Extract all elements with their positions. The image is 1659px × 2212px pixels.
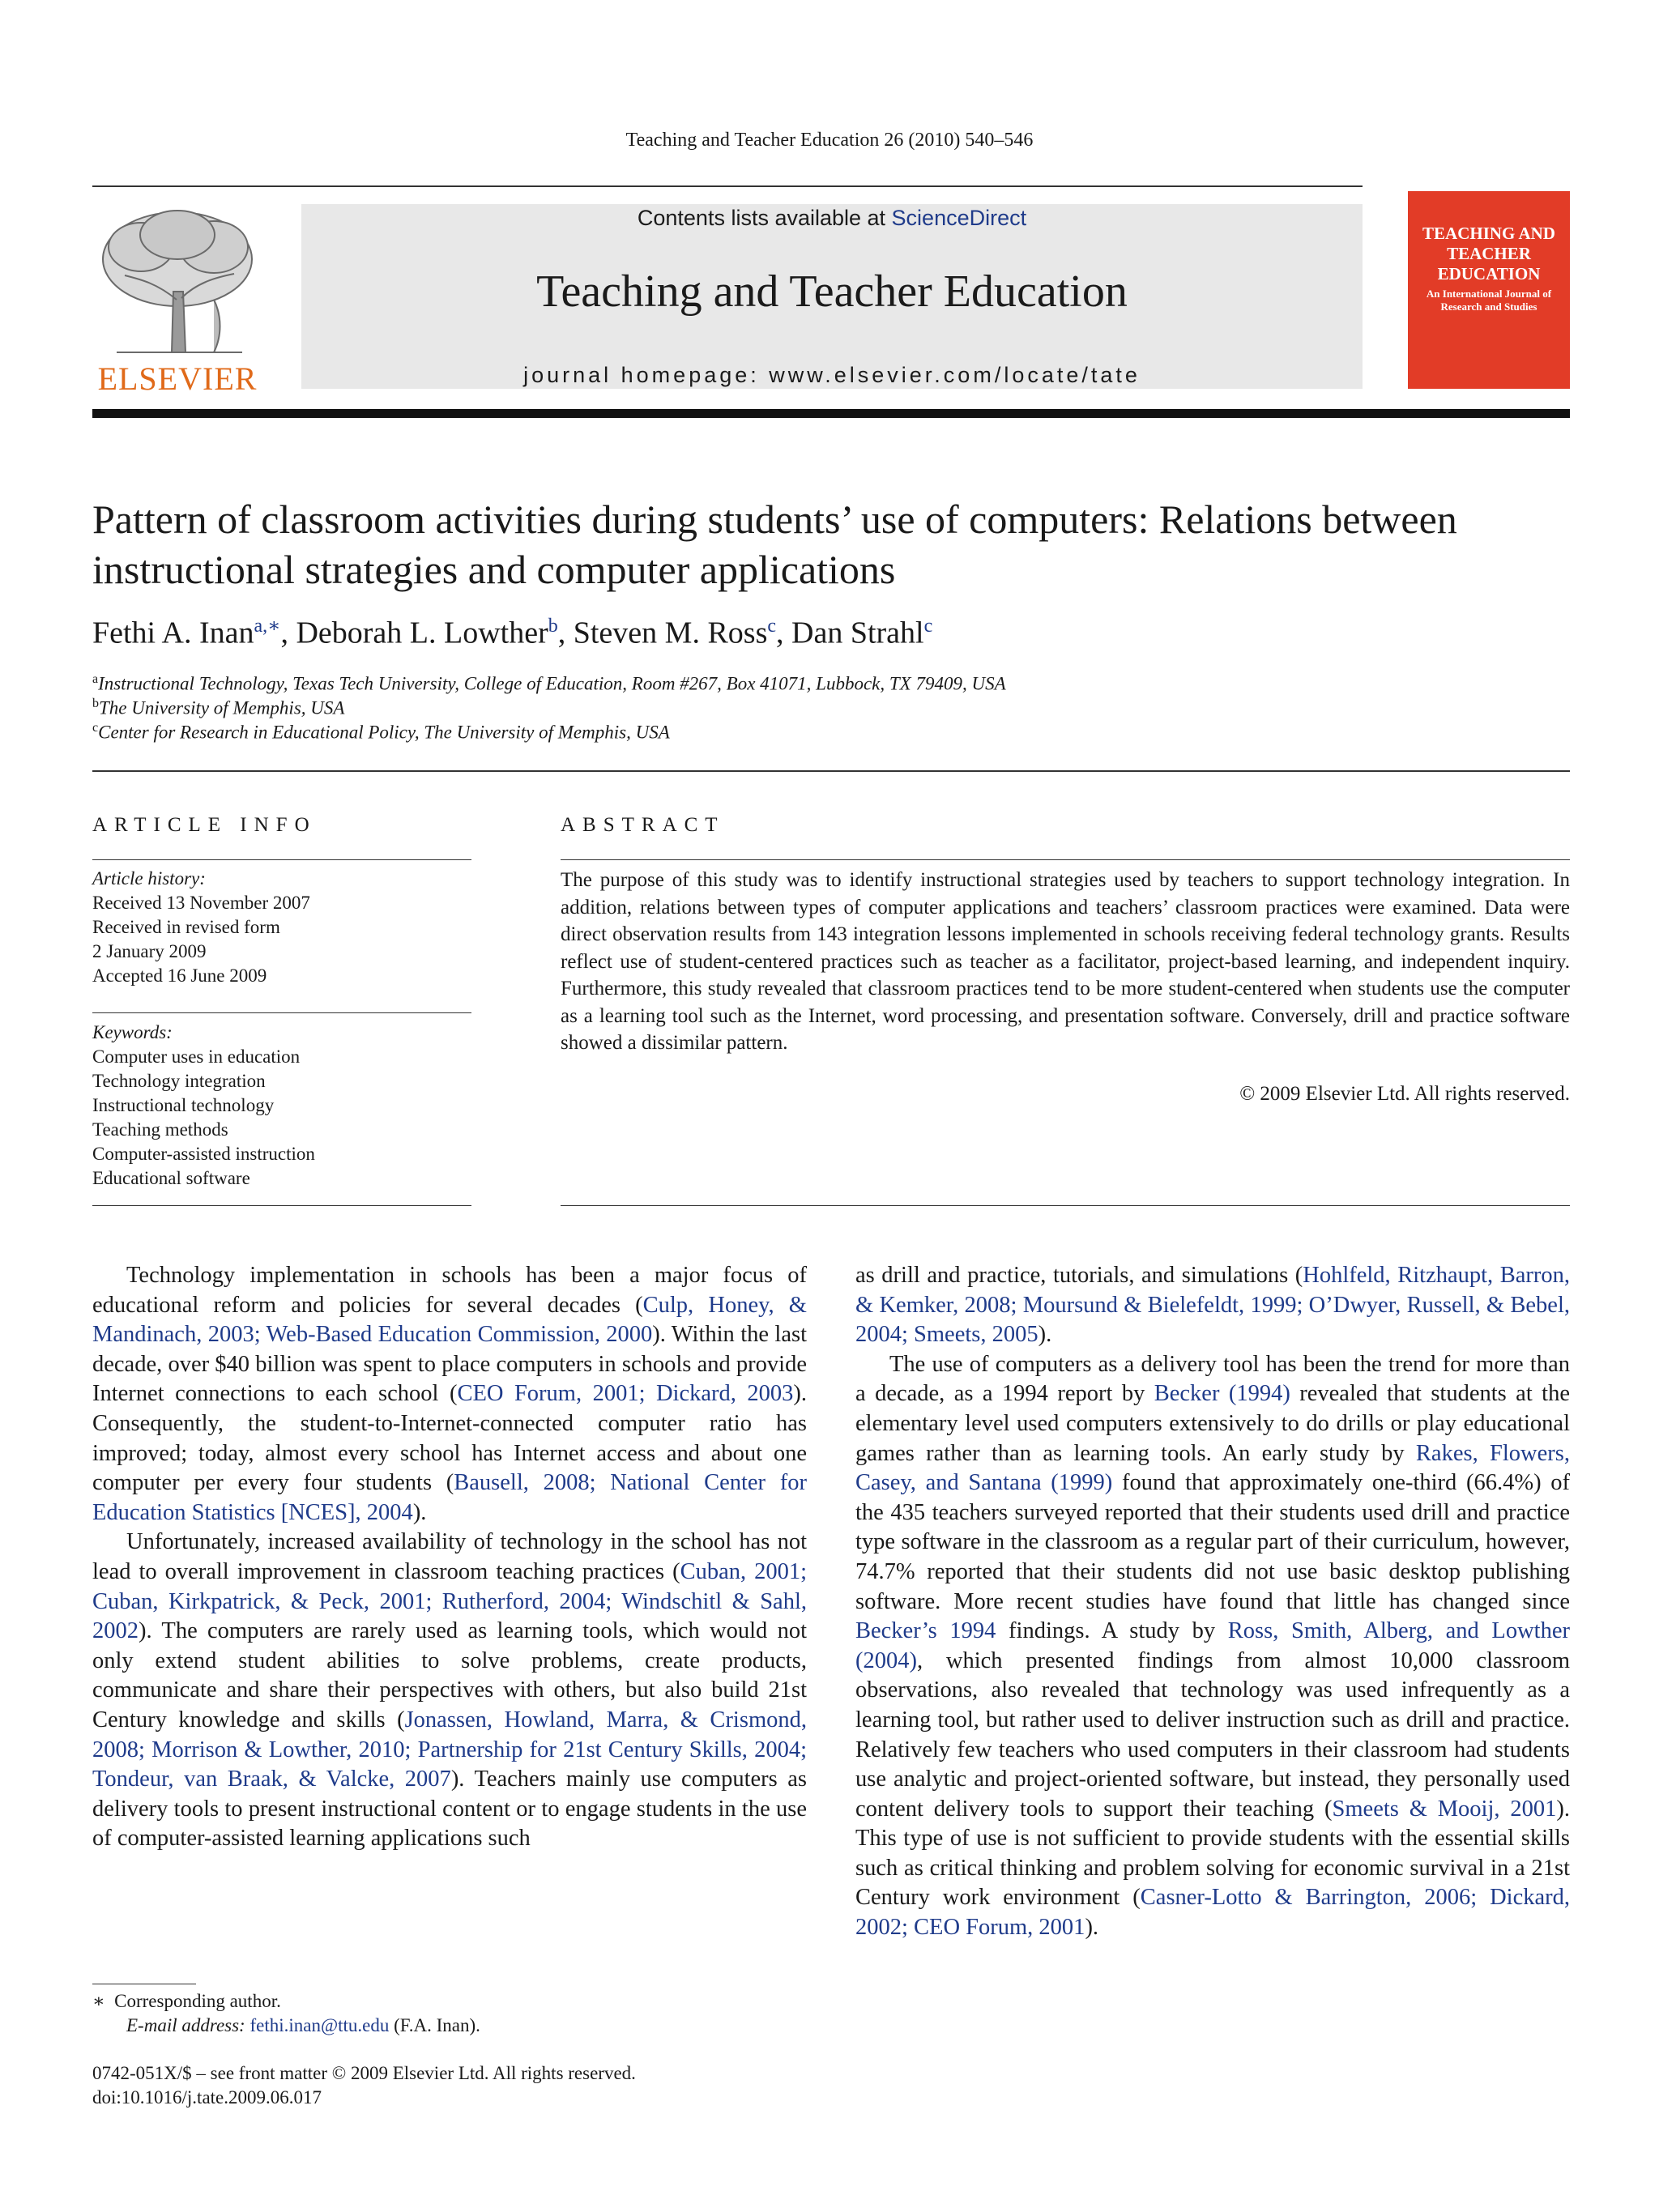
keyword-item: Instructional technology <box>92 1095 275 1115</box>
citation-link[interactable]: Becker’s 1994 <box>855 1618 996 1644</box>
paragraph-text: ). <box>1085 1915 1099 1941</box>
masthead-thick-rule <box>92 409 1570 418</box>
info-rule <box>92 1012 471 1013</box>
abstract-copyright: © 2009 Elsevier Ltd. All rights reserved. <box>1239 1083 1570 1105</box>
affiliation-text: Instructional Technology, Texas Tech University, College of Education, Room #267, Box 41071, Lubbock, TX 79409, USA <box>98 673 1006 694</box>
article-title: Pattern of classroom activities during students’ use of computers: Relations between instructional strategies and computer applications <box>92 497 1457 592</box>
paragraph-text: Technology implementation in schools has been a major focus of educational reform and policies for several decades ( <box>92 1263 807 1318</box>
affiliation-mark: a <box>92 672 99 686</box>
body-paragraph <box>855 1350 1570 1943</box>
paragraph-text: revealed that students at the elementary level used computers extensively to do drills or play educational games rather than as learning tools. An early study by <box>855 1381 1570 1466</box>
info-rule <box>92 859 471 860</box>
author-name: Deborah L. Lowther <box>296 616 548 650</box>
affiliation-text: Center for Research in Educational Policy, The University of Memphis, USA <box>98 722 670 743</box>
article-info-heading: ARTICLE INFO <box>92 814 317 836</box>
publisher-wordmark: ELSEVIER <box>97 360 258 397</box>
paragraph-text: found that approximately one-third (66.4%) of the 435 teachers surveyed reported that their students used drill and practice type software in the classroom as a regular part of their curriculum, however, 74.7% reported that their students did not use basic desktop publishing software. More recent studies have found that little has changed since <box>855 1470 1570 1614</box>
section-rule <box>92 770 1570 772</box>
journal-homepage[interactable]: journal homepage: www.elsevier.com/locate/tate <box>523 363 1141 387</box>
keyword-item: Computer uses in education <box>92 1046 301 1067</box>
author-list <box>92 614 1534 651</box>
info-rule <box>92 1205 471 1206</box>
author-name: Fethi A. Inan <box>92 616 254 650</box>
citation-link[interactable]: Ross, Smith, Alberg, and Lowther (2004) <box>855 1618 1570 1673</box>
author-separator: , <box>280 616 296 650</box>
affiliation-mark: c <box>92 721 99 735</box>
paragraph-text: The use of computers as a delivery tool has been the trend for more than a decade, as a 1994 report by <box>855 1351 1570 1407</box>
journal-cover <box>1408 191 1570 389</box>
running-head: Teaching and Teacher Education 26 (2010) 540–546 <box>625 130 1034 151</box>
contents-available-line <box>301 206 1363 231</box>
journal-title: Teaching and Teacher Education <box>536 266 1128 317</box>
header-rule <box>92 185 1363 187</box>
citation-link[interactable]: Culp, Honey, & Mandinach, 2003; Web-Based Education Commission, 2000 <box>92 1292 807 1348</box>
footer-issn: 0742-051X/$ – see front matter © 2009 Elsevier Ltd. All rights reserved. <box>92 2063 636 2083</box>
email-label: E-mail address: <box>126 2015 250 2035</box>
cover-title: TEACHING AND TEACHER EDUCATION <box>1422 224 1555 283</box>
paragraph-text: ). <box>1038 1322 1052 1348</box>
citation-link[interactable]: Becker (1994) <box>1154 1381 1290 1407</box>
paragraph-text: , which presented findings from almost 10,000 classroom observations, also revealed that technology was used infrequently as a learning tool, but rather used to deliver instruction such as drill and practice. Relatively few teachers who used computers in their classroom had students use analytic and project-oriented software, but instead, they personally used content delivery tools to support their teaching ( <box>855 1647 1570 1822</box>
body-paragraph <box>92 1261 807 1528</box>
footnote-email <box>126 2015 480 2036</box>
citation-link[interactable]: Hohlfeld, Ritzhaupt, Barron, & Kemker, 2008; Moursund & Bielefeldt, 1999; O’Dwyer, Russell, & Bebel, 2004; Smeets, 2005 <box>855 1263 1571 1348</box>
abstract-text: The purpose of this study was to identify instructional strategies used by teachers to support technology integration. In addition, relations between types of computer applications and teachers’ classroom practices were examined. Data were direct observation results from 143 integration lessons implemented in schools receiving federal technology grants. Results reflect use of student-centered practices such as teacher as a facilitator, project-based learning, and independent inquiry. Furthermore, this study revealed that classroom practices tend to be more student-centered when students use the computer as a learning tool such as the Internet, word processing, and presentation software. Conversely, drill and practice software showed a dissimilar pattern. <box>561 869 1570 1054</box>
paragraph-text: ). Consequently, the student-to-Internet-connected computer ratio has improved; today, almost every school has Internet access and about one computer per every four students ( <box>92 1381 807 1496</box>
contents-prefix: Contents lists available at <box>637 206 892 230</box>
affiliation-a <box>92 672 1534 695</box>
paragraph-text: findings. A study by <box>996 1618 1228 1644</box>
history-item: Received 13 November 2007 <box>92 893 310 913</box>
author-affiliation-mark[interactable]: c <box>923 616 933 637</box>
author-separator: , <box>557 616 574 650</box>
keyword-item: Teaching methods <box>92 1119 228 1140</box>
history-item: Received in revised form <box>92 917 280 937</box>
author-name: Steven M. Ross <box>573 616 768 650</box>
history-item: Accepted 16 June 2009 <box>92 965 267 986</box>
abstract-rule <box>561 859 1570 860</box>
author-affiliation-mark[interactable]: c <box>767 616 777 637</box>
citation-link[interactable]: Jonassen, Howland, Marra, & Crismond, 2008; Morrison & Lowther, 2010; Partnership for 21st Century Skills, 2004; Tondeur, van Braak, & Valcke, 2007 <box>92 1707 807 1792</box>
footer-doi[interactable]: doi:10.1016/j.tate.2009.06.017 <box>92 2087 322 2108</box>
paragraph-text: ). The computers are rarely used as learning tools, which would not only extend student abilities to solve problems, create products, communicate and share their perspectives with others, but also build 21st Century knowledge and skills ( <box>92 1618 807 1733</box>
history-item: 2 January 2009 <box>92 941 207 961</box>
citation-link[interactable]: Bausell, 2008; National Center for Education Statistics [NCES], 2004 <box>92 1470 807 1525</box>
author-affiliation-mark[interactable]: a,∗ <box>254 616 281 637</box>
paragraph-text: ). This type of use is not sufficient to provide students with the essential skills such as critical thinking and problem solving for economic survival in a 21st Century work environment ( <box>855 1796 1570 1911</box>
abstract-rule <box>561 1205 1570 1206</box>
paragraph-text: ). <box>412 1499 427 1525</box>
body-paragraph <box>92 1528 807 1854</box>
body-column-right <box>855 1261 1570 1943</box>
affiliation-c <box>92 721 1534 744</box>
body-column-left <box>92 1261 807 1854</box>
citation-link[interactable]: Casner-Lotto & Barrington, 2006; Dickard, 2002; CEO Forum, 2001 <box>855 1885 1570 1941</box>
author-affiliation-mark[interactable]: b <box>548 616 558 637</box>
citation-link[interactable]: Smeets & Mooij, 2001 <box>1332 1796 1557 1822</box>
citation-link[interactable]: CEO Forum, 2001; Dickard, 2003 <box>457 1381 794 1407</box>
history-label: Article history: <box>92 868 206 889</box>
keywords-label: Keywords: <box>92 1022 173 1042</box>
sciencedirect-link[interactable]: ScienceDirect <box>891 206 1027 230</box>
keyword-item: Computer-assisted instruction <box>92 1144 315 1164</box>
email-suffix: (F.A. Inan). <box>389 2015 480 2035</box>
footnote-mark: ∗ <box>92 1991 105 2011</box>
email-link[interactable]: fethi.inan@ttu.edu <box>249 2015 390 2035</box>
keyword-item: Technology integration <box>92 1071 266 1091</box>
abstract-heading: ABSTRACT <box>561 814 725 836</box>
cover-subtitle: An International Journal of Research and Studies <box>1426 288 1552 313</box>
keyword-item: Educational software <box>92 1168 250 1188</box>
body-paragraph <box>855 1261 1570 1350</box>
author-separator: , <box>776 616 792 650</box>
citation-link[interactable]: Cuban, 2001; Cuban, Kirkpatrick, & Peck, 2001; Rutherford, 2004; Windschitl & Sahl, 2002 <box>92 1558 808 1644</box>
affiliation-b <box>92 697 1534 719</box>
paragraph-text: as drill and practice, tutorials, and simulations ( <box>855 1263 1303 1288</box>
footnote-text: Corresponding author. <box>114 1991 281 2011</box>
citation-link[interactable]: Rakes, Flowers, Casey, and Santana (1999) <box>855 1440 1570 1496</box>
paragraph-text: ). Teachers mainly use computers as delivery tools to present instructional content or to engage students in the use of computer-assisted learning applications such <box>92 1767 807 1852</box>
paragraph-text: ). Within the last decade, over $40 billion was spent to place computers in schools and provide Internet connections to each school ( <box>92 1322 807 1407</box>
affiliation-text: The University of Memphis, USA <box>99 697 345 718</box>
paragraph-text: Unfortunately, increased availability of technology in the school has not lead to overall improvement in classroom teaching practices ( <box>92 1529 807 1584</box>
author-name: Dan Strahl <box>791 616 924 650</box>
affiliation-mark: b <box>92 697 99 710</box>
footnote-corresponding <box>92 1991 281 2012</box>
